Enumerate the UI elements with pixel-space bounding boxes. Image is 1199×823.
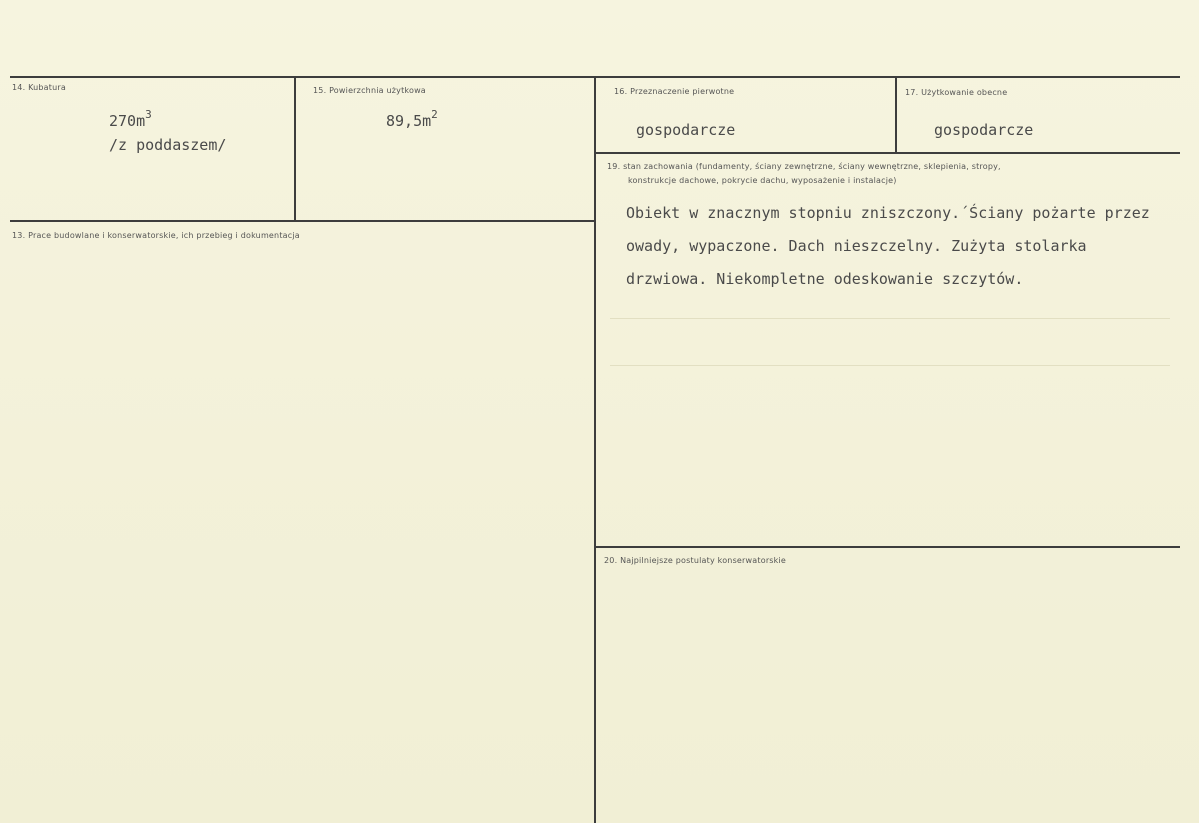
stan-label-line1: 19. stan zachowania (fundamenty, ściany zewnętrzne, ściany wewnętrzne, sklepienia, stropy, bbox=[607, 162, 1001, 171]
divider-left-right bbox=[594, 78, 596, 823]
stan-text-clip bbox=[596, 196, 1199, 306]
stan-text-line1: Obiekt w znacznym stopniu zniszczony.´Ściany pożarte przez bbox=[626, 204, 1150, 222]
przeznaczenie-value: gospodarcze bbox=[636, 121, 736, 139]
kubatura-label: 14. Kubatura bbox=[12, 83, 66, 92]
przeznaczenie-label: 16. Przeznaczenie pierwotne bbox=[614, 87, 735, 96]
powierzchnia-value-main: 89,5m bbox=[386, 112, 432, 130]
prace-label: 13. Prace budowlane i konserwatorskie, ich przebieg i dokumentacja bbox=[12, 231, 300, 240]
postulaty-label: 20. Najpilniejsze postulaty konserwatorskie bbox=[604, 556, 787, 565]
kubatura-value bbox=[109, 110, 152, 130]
powierzchnia-label: 15. Powierzchnia użytkowa bbox=[313, 86, 426, 95]
rule-under-14-15 bbox=[10, 220, 596, 222]
rule-under-16-17 bbox=[596, 152, 1180, 154]
kubatura-value-exponent: 3 bbox=[145, 108, 152, 121]
faint-rule bbox=[610, 365, 1170, 366]
divider-14-15 bbox=[294, 78, 296, 222]
kubatura-note: /z poddaszem/ bbox=[109, 136, 227, 154]
powierzchnia-value bbox=[386, 110, 438, 130]
divider-16-17 bbox=[895, 78, 897, 153]
stan-text-line2: owady, wypaczone. Dach nieszczelny. Zużyta stolarka bbox=[626, 237, 1087, 255]
stan-label-line2: konstrukcje dachowe, pokrycie dachu, wyposażenie i instalacje) bbox=[628, 176, 897, 185]
kubatura-value-main: 270m bbox=[109, 112, 146, 130]
stan-text-line3: drzwiowa. Niekompletne odeskowanie szczytów. bbox=[626, 270, 1024, 288]
rule-above-20 bbox=[596, 546, 1180, 548]
faint-rule bbox=[610, 318, 1170, 319]
uzytkowanie-label: 17. Użytkowanie obecne bbox=[905, 88, 1008, 97]
powierzchnia-value-exponent: 2 bbox=[431, 108, 438, 121]
uzytkowanie-value: gospodarcze bbox=[934, 121, 1034, 139]
